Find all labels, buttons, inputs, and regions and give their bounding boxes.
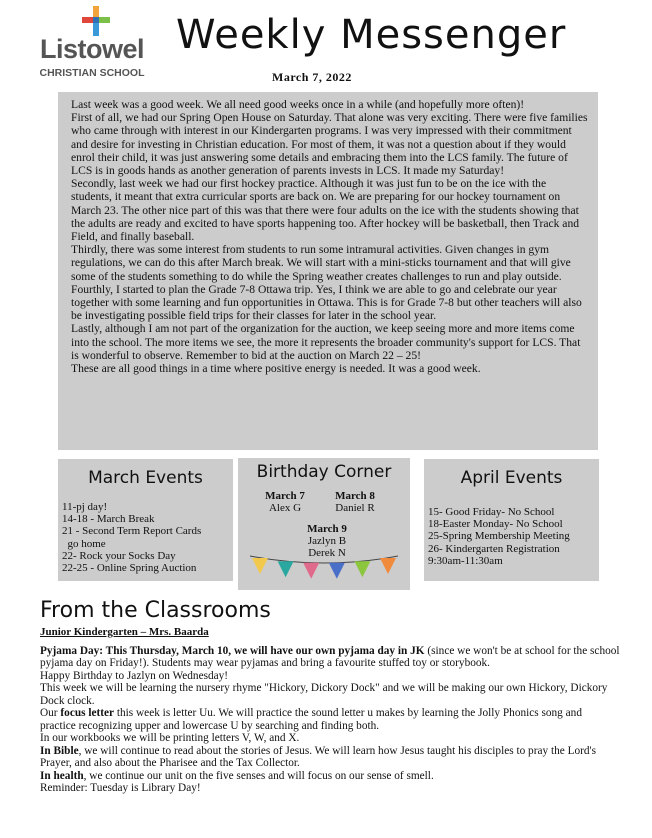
event-item: 22- Rock your Socks Day — [62, 549, 176, 562]
paragraph-text: this week is letter Uu. We will practice the sound letter u makes by learning the Jolly Phonics song and practice recognizing upper and lowercase U by searching and finding both. — [40, 707, 582, 732]
birthday-name: Daniel R — [335, 502, 375, 515]
paragraph-text: , we continue our unit on the five senses and will focus on our sense of smell. — [83, 769, 434, 782]
classroom-paragraph: This week we will be learning the nursery rhyme "Hickory, Dickory Dock" and we will be making our own Hickory, Dickory Dock clock. — [40, 682, 608, 707]
classroom-paragraph: Happy Birthday to Jazlyn on Wednesday! — [40, 669, 229, 682]
bunting-flag — [380, 558, 396, 574]
cross-logo-icon — [82, 6, 110, 36]
birthday-entry — [328, 490, 382, 514]
event-item: 22-25 - Online Spring Auction — [62, 562, 197, 575]
letter-paragraph: Lastly, although I am not part of the organization for the auction, we keep seeing more and more items come into the school. The more items we see, the more it represents the broader community's support for LCS. That is wonderful to observe. Remember to bid at the auction on March 22 – 25! — [71, 322, 581, 362]
letter-paragraph: Secondly, last week we had our first hockey practice. Although it was just fun to be on the ice with the students, it meant that extra curricular sports are back on. We are preparing for our hockey tournament on March 23. The other nice part of this was that there were four adults on the ice with the students showing that the adults are ready and excited to have sports happening too. After hockey will be basketball, then Track and Field, and finally baseball. — [71, 177, 580, 244]
paragraph-text: , we will continue to read about the stories of Jesus. We will learn how Jesus taught his disciples to pray the Lord's Prayer, and also about the Pharisee and the Tax Collector. — [40, 744, 596, 770]
bunting-flag — [278, 561, 294, 577]
classroom-paragraph: In our workbooks we will be printing letters V, W, and X. — [40, 732, 300, 745]
bunting-flag — [329, 563, 345, 579]
event-item: 9:30am-11:30am — [428, 554, 503, 567]
letter-paragraph: Fourthly, I started to plan the Grade 7-8 Ottawa trip. Yes, I think we are able to go and celebrate our year together with some learning and fun opportunities in Ottawa. This is for Grade 7-8 but other teachers will also be investigating possible field trips for their classes for later in the school year. — [71, 282, 582, 323]
birthday-name: Jazlyn B — [307, 535, 347, 548]
birthday-corner-title: Birthday Corner — [256, 462, 392, 482]
event-item: 11-pj day! — [62, 501, 108, 513]
letter-paragraph: Last week was a good week. We all need good weeks once in a while (and hopefully more often)! — [71, 98, 525, 111]
bold-text: focus letter — [60, 707, 115, 720]
event-item: 25-Spring Membership Meeting — [428, 530, 570, 543]
school-logo — [34, 6, 150, 86]
letter-paragraph: These are all good things in a time where positive energy is needed. It was a good week. — [71, 362, 481, 376]
april-events-title: April Events — [460, 468, 563, 488]
classrooms-heading: From the Classrooms — [40, 598, 271, 623]
march-events-box — [58, 459, 233, 581]
birthday-corner-box — [238, 458, 410, 590]
event-item: 18-Easter Monday- No School — [428, 518, 563, 531]
issue-date: March 7, 2022 — [272, 70, 352, 84]
bunting-flag — [252, 558, 268, 574]
event-item: 26- Kindergarten Registration — [428, 542, 560, 555]
paragraph-text: (since we won't be at school for the school pyjama day on Friday!). Students may wear pyjamas and bring a favourite stuffed toy or storybook. — [40, 645, 620, 670]
birthday-entry — [258, 490, 312, 514]
classroom-news — [40, 645, 620, 794]
event-item: 14-18 - March Break — [62, 513, 155, 526]
bold-text: Pyjama Day: This Thursday, March 10, we will have our own pyjama day in JK — [40, 645, 425, 657]
march-events-list — [62, 501, 201, 574]
event-item: 15- Good Friday- No School — [428, 506, 555, 518]
party-bunting-icon — [248, 554, 400, 586]
logo-name: Listowel — [39, 34, 144, 64]
classroom-paragraph — [40, 707, 620, 732]
april-events-list — [428, 506, 570, 567]
letter-paragraph: First of all, we had our Spring Open House on Saturday. That alone was very exciting. There were five families who came through with interest in our Kindergarten programs. I was very impressed with their commitment and desire for investing in Christian education. For most of them, it was not a question about if they would enrol their child, it was just answering some details and embracing them into the LCS family. The future of LCS is in goods hands as another generation of parents invests in LCS. It made my Saturday! — [71, 111, 588, 178]
bold-text: In health — [40, 769, 84, 782]
birthday-name: Derek N — [308, 547, 346, 560]
birthday-name: Alex G — [268, 502, 302, 515]
classroom-paragraph — [40, 770, 620, 782]
letter-paragraph: Thirdly, there was some interest from students to run some intramural activities. Given changes in gym regulations, we can do this after March break. We will start with a mini-sticks tournament and that will give some of the students something to do while the Spring weather creates challenges to run and play outside. — [71, 243, 571, 283]
principal-letter — [58, 92, 598, 450]
bunting-flag — [354, 561, 370, 577]
classroom-paragraph — [40, 645, 620, 670]
march-events-title: March Events — [88, 468, 203, 488]
logo-subtitle: CHRISTIAN SCHOOL — [39, 67, 145, 79]
birthday-date: March 8 — [335, 490, 375, 502]
classroom-subheading: Junior Kindergarten – Mrs. Baarda — [40, 626, 209, 638]
classroom-paragraph — [40, 745, 620, 770]
april-events-box — [424, 459, 599, 581]
classroom-paragraph: Reminder: Tuesday is Library Day! — [40, 781, 201, 794]
event-item: go home — [62, 537, 106, 550]
paragraph-text: Our — [40, 707, 61, 720]
bunting-flag — [303, 563, 319, 579]
event-item: 21 - Second Term Report Cards — [62, 525, 202, 538]
birthday-date: March 7 — [265, 490, 305, 502]
bold-text: In Bible — [40, 744, 79, 757]
page-title: Weekly Messenger — [176, 12, 567, 58]
birthday-date: March 9 — [307, 523, 347, 535]
